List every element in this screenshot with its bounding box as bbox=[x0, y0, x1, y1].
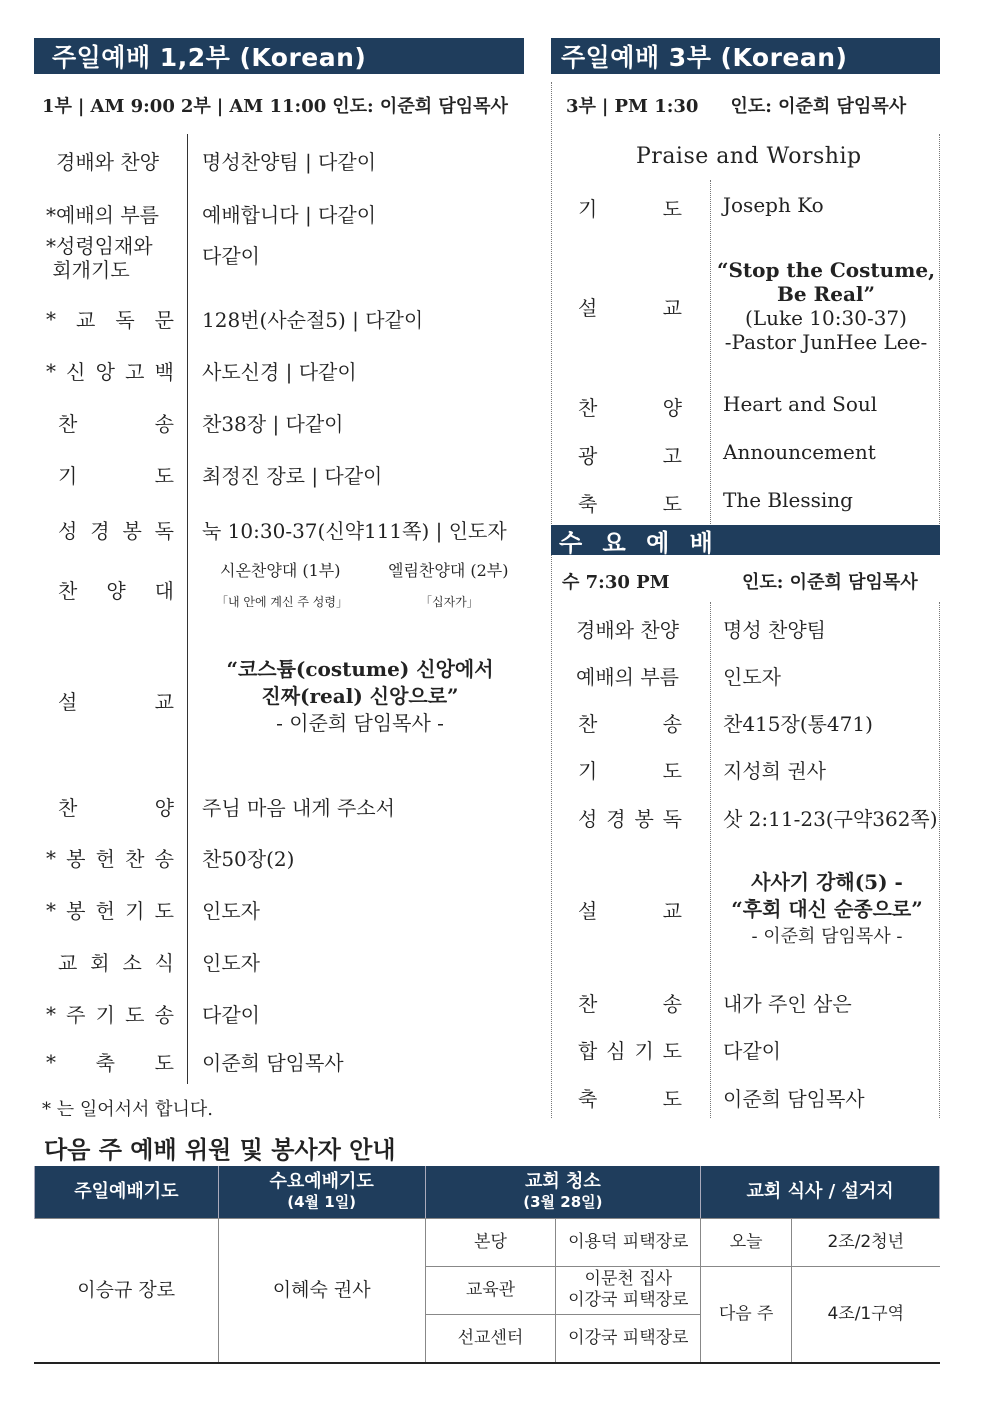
row-value: 사도신경 | 다같이 bbox=[202, 360, 357, 384]
next-week-title: 다음 주 예배 위원 및 봉사자 안내 bbox=[44, 1136, 396, 1164]
row-value: 최정진 장로 | 다같이 bbox=[202, 464, 383, 488]
header-sunday-prayer: 주일예배기도 bbox=[35, 1166, 219, 1218]
row-value: 찬38장 | 다같이 bbox=[202, 412, 344, 436]
row-value: 주님 마음 내게 주소서 bbox=[202, 796, 395, 820]
row-value: 지성희 권사 bbox=[723, 759, 826, 783]
header-meal: 교회 식사 / 설거지 bbox=[701, 1166, 940, 1218]
row-value: 다같이 bbox=[202, 1003, 260, 1027]
row-label: *성령임재와 회개기도 bbox=[46, 234, 153, 282]
wed-column-divider bbox=[710, 602, 711, 1118]
meal-when: 다음 주 bbox=[701, 1266, 792, 1362]
row-value: 인도자 bbox=[723, 665, 781, 689]
row-label: 예배의 부름 bbox=[576, 665, 679, 689]
row-label: 찬 양 bbox=[58, 796, 174, 820]
row-label: 찬 송 bbox=[578, 992, 682, 1016]
row-label: *예배의 부름 bbox=[46, 203, 159, 227]
row-value: Joseph Ko bbox=[723, 193, 824, 217]
section-header-wednesday: 수 요 예 배 bbox=[551, 525, 940, 555]
row-label: 성 경 봉 독 bbox=[58, 519, 174, 543]
wednesday-prayer-person: 이혜숙 권사 bbox=[218, 1218, 425, 1362]
sunday-prayer-person: 이승규 장로 bbox=[35, 1218, 219, 1362]
choir-2-name: 엘림찬양대 (2부) bbox=[388, 561, 509, 580]
header-wednesday-prayer: 수요예배기도 (4월 1일) bbox=[218, 1166, 425, 1218]
row-value: 눅 10:30-37(신약111쪽) | 인도자 bbox=[202, 519, 507, 543]
row-label: 축 도 bbox=[578, 492, 682, 516]
row-label: 성 경 봉 독 bbox=[578, 807, 682, 831]
row-label: 찬 송 bbox=[578, 712, 682, 736]
cleaning-place: 본당 bbox=[425, 1218, 556, 1266]
row-label: 기 도 bbox=[58, 464, 174, 488]
row-label: 설 교 bbox=[578, 899, 682, 923]
row-value: 다같이 bbox=[723, 1039, 781, 1063]
meal-when: 오늘 bbox=[701, 1218, 792, 1266]
sermon-title-english: “Stop the Costume, Be Real” (Luke 10:30-37) -Pastor JunHee Lee- bbox=[716, 258, 936, 354]
row-value: 찬415장(통471) bbox=[723, 712, 873, 736]
row-label: 축 도 bbox=[578, 1087, 682, 1111]
row-value: Announcement bbox=[723, 440, 876, 464]
row-label: 기 도 bbox=[578, 759, 682, 783]
wed-leader: 인도: 이준희 담임목사 bbox=[742, 572, 918, 593]
row-value: 이준희 담임목사 bbox=[202, 1051, 344, 1075]
wed-time: 수 7:30 PM bbox=[562, 572, 670, 593]
choir-1-name: 시온찬양대 (1부) bbox=[220, 561, 341, 580]
row-label: 찬 양 대 bbox=[58, 579, 174, 603]
row-label: 합 심 기 도 bbox=[578, 1039, 682, 1063]
row-label: * 봉 헌 기 도 bbox=[46, 897, 174, 923]
row-label: * 신 앙 고 백 bbox=[46, 358, 174, 384]
row-value: 인도자 bbox=[202, 899, 260, 923]
row-value: 명성 찬양팀 bbox=[723, 618, 826, 642]
sermon-title-wednesday: 사사기 강해(5) - “후회 대신 순종으로” - 이준희 담임목사 - bbox=[731, 870, 923, 947]
row-label: 교 회 소 식 bbox=[58, 951, 174, 975]
row-value: 이준희 담임목사 bbox=[723, 1087, 865, 1111]
row-label: * 주 기 도 송 bbox=[46, 1001, 174, 1027]
cleaning-person: 이문천 집사 이강국 피택장로 bbox=[556, 1266, 701, 1314]
table-bottom-rule bbox=[34, 1362, 940, 1364]
row-value: Heart and Soul bbox=[723, 392, 878, 416]
row-label: 설 교 bbox=[578, 296, 682, 320]
column-divider bbox=[187, 134, 188, 1084]
row-label: 찬 송 bbox=[58, 412, 174, 436]
row-label: 경배와 찬양 bbox=[576, 618, 679, 642]
cleaning-place: 선교센터 bbox=[425, 1314, 556, 1362]
sermon-title-korean: “코스튬(costume) 신앙에서 진짜(real) 신앙으로” - 이준희 담임목사 - bbox=[226, 657, 494, 735]
meal-who: 4조/1구역 bbox=[792, 1266, 940, 1362]
row-label: * 축 도 bbox=[46, 1049, 174, 1075]
section-header-sunday-1-2: 주일예배 1,2부 (Korean) bbox=[34, 38, 524, 74]
right-column-divider bbox=[710, 180, 711, 524]
next-week-table bbox=[34, 1166, 940, 1363]
row-value: 인도자 bbox=[202, 951, 260, 975]
row-label: 광 고 bbox=[578, 444, 682, 468]
row-value: 내가 주인 삼은 bbox=[723, 992, 852, 1016]
right-outer-right-border bbox=[939, 134, 940, 524]
section-header-sunday-3: 주일예배 3부 (Korean) bbox=[551, 38, 940, 74]
row-label: * 봉 헌 찬 송 bbox=[46, 845, 174, 871]
choir-1-song: 「내 안에 계신 주 성령」 bbox=[216, 595, 348, 609]
row-value: 다같이 bbox=[202, 244, 260, 268]
right-outer-right-border-2 bbox=[939, 602, 940, 1118]
row-value: 찬50장(2) bbox=[202, 847, 295, 871]
row-label: 설 교 bbox=[58, 690, 174, 714]
cleaning-person: 이용덕 피택장로 bbox=[556, 1218, 701, 1266]
header-cleaning: 교회 청소 (3월 28일) bbox=[425, 1166, 701, 1218]
meal-who: 2조/2청년 bbox=[792, 1218, 940, 1266]
row-value: 예배합니다 | 다같이 bbox=[202, 203, 377, 227]
service-times-1-2: 1부 | AM 9:00 2부 | AM 11:00 인도: 이준희 담임목사 bbox=[42, 96, 508, 117]
row-value: 128번(사순절5) | 다같이 bbox=[202, 308, 424, 332]
row-value: 삿 2:11-23(구약362쪽) bbox=[723, 807, 938, 831]
service-time-3: 3부 | PM 1:30 인도: 이준희 담임목사 bbox=[566, 96, 907, 117]
row-value: 명성찬양팀 | 다같이 bbox=[202, 150, 377, 174]
cleaning-person: 이강국 피택장로 bbox=[556, 1314, 701, 1362]
right-outer-left-border bbox=[551, 82, 552, 1118]
choir-2-song: 「십자가」 bbox=[420, 595, 479, 609]
standing-note: * 는 일어서서 합니다. bbox=[42, 1099, 213, 1120]
row-label: 찬 양 bbox=[578, 396, 682, 420]
cleaning-place: 교육관 bbox=[425, 1266, 556, 1314]
praise-and-worship: Praise and Worship bbox=[636, 144, 862, 169]
row-value: The Blessing bbox=[723, 488, 853, 512]
row-label: 경배와 찬양 bbox=[56, 150, 159, 174]
row-label: 기 도 bbox=[578, 197, 682, 221]
row-label: * 교 독 문 bbox=[46, 306, 174, 332]
